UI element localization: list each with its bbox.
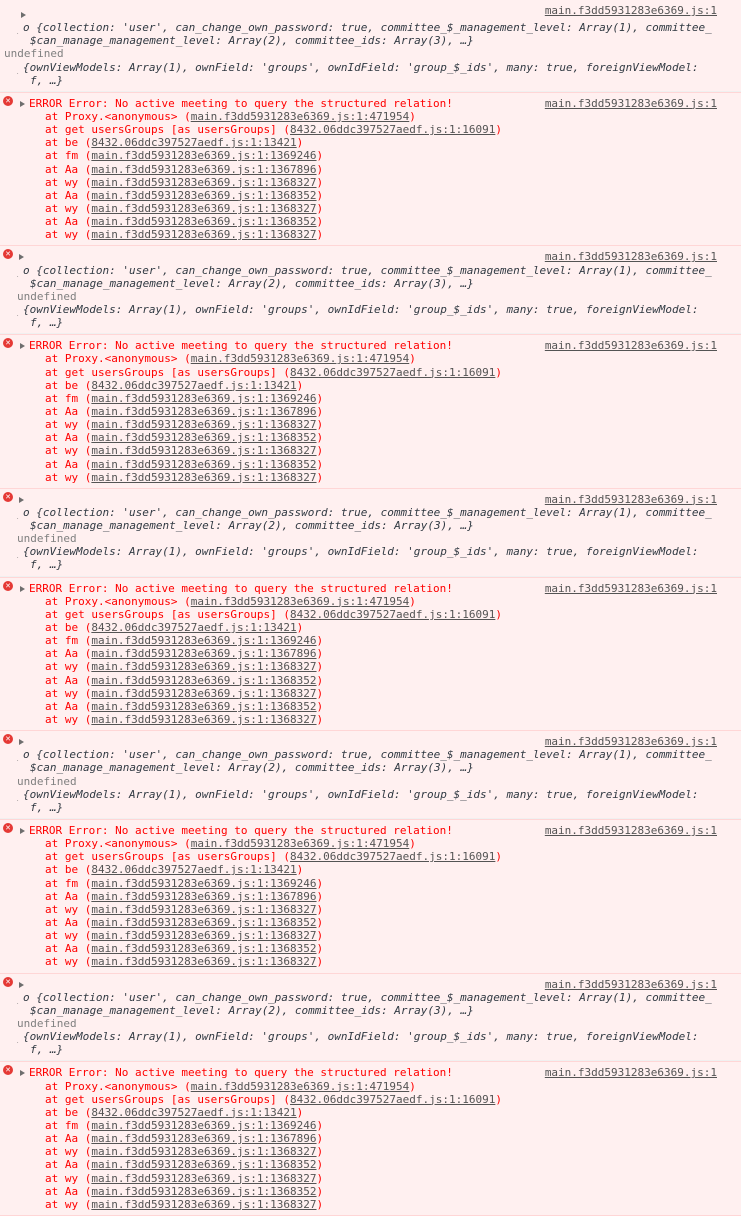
stack-frame: at Aa (main.f3dd5931283e6369.js:1:1368352) — [45, 942, 324, 956]
stack-frame-link[interactable]: main.f3dd5931283e6369.js:1:471954 — [190, 352, 410, 366]
object-preview-cont: $can_manage_management_level: Array(2), committee_ids: Array(3), …} — [30, 519, 474, 533]
object-line[interactable] — [17, 21, 733, 34]
stack-frame-link[interactable]: main.f3dd5931283e6369.js:1:1368327 — [91, 902, 317, 916]
expand-row[interactable] — [17, 8, 733, 21]
error-entry — [0, 577, 741, 732]
stack-frame: at Aa (main.f3dd5931283e6369.js:1:1367896) — [45, 1132, 324, 1146]
stack-frame: at get usersGroups [as usersGroups] (8432.06ddc397527aedf.js:1:16091) — [45, 850, 502, 864]
view-model-preview-cont: f, …} — [30, 1043, 64, 1057]
view-model-line[interactable] — [17, 788, 733, 801]
stack-frame: at Aa (main.f3dd5931283e6369.js:1:1368352) — [45, 431, 324, 445]
source-link[interactable]: main.f3dd5931283e6369.js:1 — [544, 824, 717, 838]
expand-triangle-icon[interactable] — [19, 739, 24, 745]
undefined-value: undefined — [17, 774, 77, 788]
stack-frame-link[interactable]: main.f3dd5931283e6369.js:1:1367896 — [91, 1132, 317, 1146]
log-entry — [0, 246, 741, 334]
expand-triangle-icon[interactable] — [19, 982, 24, 988]
stack-frame: at Aa (main.f3dd5931283e6369.js:1:1367896) — [45, 647, 324, 661]
stack-frame: at get usersGroups [as usersGroups] (8432.06ddc397527aedf.js:1:16091) — [45, 365, 502, 379]
error-icon: ✕ — [3, 734, 13, 744]
error-message-row[interactable] — [17, 1066, 733, 1079]
stack-frame-link[interactable]: main.f3dd5931283e6369.js:1:1368327 — [91, 955, 317, 969]
stack-frame: at fm (main.f3dd5931283e6369.js:1:1369246) — [45, 391, 324, 405]
stack-frame-link[interactable]: main.f3dd5931283e6369.js:1:1368352 — [91, 457, 317, 471]
stack-frame: at wy (main.f3dd5931283e6369.js:1:1368327) — [45, 902, 324, 916]
object-preview: o {collection: 'user', can_change_own_password: true, committee_$_management_level: Array(1), committee_ — [23, 263, 712, 277]
source-link[interactable]: main.f3dd5931283e6369.js:1 — [544, 339, 717, 353]
error-icon: ✕ — [3, 96, 13, 106]
stack-frame: at Proxy.<anonymous> (main.f3dd5931283e6369.js:1:471954) — [45, 1079, 416, 1093]
stack-frame: at get usersGroups [as usersGroups] (8432.06ddc397527aedf.js:1:16091) — [45, 1092, 502, 1106]
stack-frame-link[interactable]: main.f3dd5931283e6369.js:1:1368327 — [91, 418, 317, 432]
stack-frame: at Aa (main.f3dd5931283e6369.js:1:1368352) — [45, 1184, 324, 1198]
stack-frame: at wy (main.f3dd5931283e6369.js:1:1368327) — [45, 175, 324, 189]
stack-frame: at wy (main.f3dd5931283e6369.js:1:1368327) — [45, 929, 324, 943]
expand-triangle-icon[interactable] — [21, 12, 26, 18]
object-line[interactable] — [17, 991, 733, 1004]
stack-frame: at Aa (main.f3dd5931283e6369.js:1:1367896) — [45, 162, 324, 176]
view-model-preview-cont: f, …} — [30, 800, 64, 814]
undefined-value: undefined — [17, 1016, 77, 1030]
error-icon: ✕ — [3, 1065, 13, 1075]
stack-frame: at Aa (main.f3dd5931283e6369.js:1:1368352) — [45, 215, 324, 229]
error-icon: ✕ — [3, 977, 13, 987]
object-preview-cont: $can_manage_management_level: Array(2), committee_ids: Array(3), …} — [30, 276, 474, 290]
stack-frame: at wy (main.f3dd5931283e6369.js:1:1368327) — [45, 418, 324, 432]
stack-frame-link[interactable]: 8432.06ddc397527aedf.js:1:13421 — [91, 378, 297, 392]
stack-frame-link[interactable]: main.f3dd5931283e6369.js:1:1368327 — [91, 660, 317, 674]
error-message-row[interactable] — [17, 582, 733, 595]
stack-frame: at get usersGroups [as usersGroups] (8432.06ddc397527aedf.js:1:16091) — [45, 123, 502, 137]
expand-row[interactable] — [17, 250, 733, 263]
stack-frame: at wy (main.f3dd5931283e6369.js:1:1368327) — [45, 1197, 324, 1211]
stack-frame: at wy (main.f3dd5931283e6369.js:1:1368327) — [45, 955, 324, 969]
stack-frame-link[interactable]: main.f3dd5931283e6369.js:1:1369246 — [91, 1118, 317, 1132]
stack-frame-link[interactable]: main.f3dd5931283e6369.js:1:1368352 — [91, 673, 317, 687]
stack-frame-link[interactable]: main.f3dd5931283e6369.js:1:1368352 — [91, 1158, 317, 1172]
error-icon: ✕ — [3, 492, 13, 502]
object-line[interactable] — [17, 506, 733, 519]
stack-frame-link[interactable]: main.f3dd5931283e6369.js:1:471954 — [190, 594, 410, 608]
view-model-preview: {ownViewModels: Array(1), ownField: 'groups', ownIdField: 'group_$_ids', many: true, foreignViewModel: — [23, 302, 699, 316]
stack-frame: at get usersGroups [as usersGroups] (8432.06ddc397527aedf.js:1:16091) — [45, 607, 502, 621]
stack-frame-link[interactable]: main.f3dd5931283e6369.js:1:471954 — [190, 1079, 410, 1093]
view-model-line[interactable] — [17, 1030, 733, 1043]
expand-row[interactable] — [17, 735, 733, 748]
view-model-preview-cont: f, …} — [30, 73, 64, 87]
stack-frame: at be (8432.06ddc397527aedf.js:1:13421) — [45, 378, 304, 392]
source-link[interactable]: main.f3dd5931283e6369.js:1 — [544, 492, 717, 506]
stack-frame-link[interactable]: main.f3dd5931283e6369.js:1:1368352 — [91, 1184, 317, 1198]
view-model-line[interactable] — [17, 61, 733, 74]
error-message: ERROR Error: No active meeting to query the structured relation! — [29, 824, 453, 838]
stack-frame: at wy (main.f3dd5931283e6369.js:1:1368327) — [45, 470, 324, 484]
error-entry — [0, 819, 741, 974]
expand-row[interactable] — [17, 493, 733, 506]
stack-frame-link[interactable]: 8432.06ddc397527aedf.js:1:13421 — [91, 136, 297, 150]
stack-frame: at wy (main.f3dd5931283e6369.js:1:1368327) — [45, 228, 324, 242]
stack-frame-link[interactable]: 8432.06ddc397527aedf.js:1:16091 — [290, 123, 496, 137]
stack-frame-link[interactable]: main.f3dd5931283e6369.js:1:1368327 — [91, 686, 317, 700]
view-model-preview-cont: f, …} — [30, 558, 64, 572]
undefined-value: undefined — [4, 47, 64, 61]
object-line[interactable] — [17, 264, 733, 277]
stack-frame-link[interactable]: main.f3dd5931283e6369.js:1:1367896 — [91, 404, 317, 418]
expand-row[interactable] — [17, 978, 733, 991]
object-preview: o {collection: 'user', can_change_own_password: true, committee_$_management_level: Array(1), committee_ — [23, 505, 712, 519]
log-entry — [0, 974, 741, 1062]
stack-frame: at wy (main.f3dd5931283e6369.js:1:1368327) — [45, 1145, 324, 1159]
expand-triangle-icon[interactable] — [20, 343, 25, 349]
stack-frame-link[interactable]: main.f3dd5931283e6369.js:1:1367896 — [91, 647, 317, 661]
stack-frame: at fm (main.f3dd5931283e6369.js:1:1369246) — [45, 876, 324, 890]
error-icon: ✕ — [3, 581, 13, 591]
log-entry — [0, 0, 741, 92]
stack-frame-link[interactable]: main.f3dd5931283e6369.js:1:1367896 — [91, 162, 317, 176]
source-link[interactable]: main.f3dd5931283e6369.js:1 — [544, 1066, 717, 1080]
expand-triangle-icon[interactable] — [19, 497, 24, 503]
stack-frame: at be (8432.06ddc397527aedf.js:1:13421) — [45, 621, 304, 635]
error-message: ERROR Error: No active meeting to query the structured relation! — [29, 339, 453, 353]
stack-frame-link[interactable]: 8432.06ddc397527aedf.js:1:13421 — [91, 1105, 297, 1119]
source-link[interactable]: main.f3dd5931283e6369.js:1 — [544, 250, 717, 264]
stack-frame-link[interactable]: main.f3dd5931283e6369.js:1:1368327 — [91, 444, 317, 458]
view-model-line[interactable] — [17, 303, 733, 316]
expand-triangle-icon[interactable] — [19, 254, 24, 260]
stack-frame: at Aa (main.f3dd5931283e6369.js:1:1368352) — [45, 1158, 324, 1172]
stack-frame-link[interactable]: 8432.06ddc397527aedf.js:1:16091 — [290, 850, 496, 864]
stack-frame: at be (8432.06ddc397527aedf.js:1:13421) — [45, 1105, 304, 1119]
expand-triangle-icon[interactable] — [20, 101, 25, 107]
stack-frame: at be (8432.06ddc397527aedf.js:1:13421) — [45, 863, 304, 877]
log-entry — [0, 731, 741, 819]
stack-frame: at wy (main.f3dd5931283e6369.js:1:1368327) — [45, 660, 324, 674]
stack-frame-link[interactable]: main.f3dd5931283e6369.js:1:1368352 — [91, 188, 317, 202]
object-preview-cont: $can_manage_management_level: Array(2), committee_ids: Array(3), …} — [30, 761, 474, 775]
expand-triangle-icon[interactable] — [20, 586, 25, 592]
view-model-preview: {ownViewModels: Array(1), ownField: 'groups', ownIdField: 'group_$_ids', many: true, foreignViewModel: — [23, 60, 699, 74]
error-entry — [0, 92, 741, 247]
stack-frame-link[interactable]: main.f3dd5931283e6369.js:1:1369246 — [91, 149, 317, 163]
log-entry — [0, 489, 741, 577]
stack-frame: at Proxy.<anonymous> (main.f3dd5931283e6369.js:1:471954) — [45, 109, 416, 123]
object-preview: o {collection: 'user', can_change_own_password: true, committee_$_management_level: Array(1), committee_ — [23, 21, 712, 35]
stack-frame-link[interactable]: main.f3dd5931283e6369.js:1:1368327 — [91, 201, 317, 215]
stack-frame-link[interactable]: 8432.06ddc397527aedf.js:1:16091 — [290, 365, 496, 379]
stack-frame-link[interactable]: main.f3dd5931283e6369.js:1:1368327 — [91, 713, 317, 727]
stack-frame: at Aa (main.f3dd5931283e6369.js:1:1367896) — [45, 889, 324, 903]
undefined-value: undefined — [17, 289, 77, 303]
stack-frame: at Aa (main.f3dd5931283e6369.js:1:1368352) — [45, 916, 324, 929]
stack-frame: at Aa (main.f3dd5931283e6369.js:1:1368352) — [45, 188, 324, 202]
source-link[interactable]: main.f3dd5931283e6369.js:1 — [544, 581, 717, 595]
stack-frame: at Aa (main.f3dd5931283e6369.js:1:1367896) — [45, 404, 324, 418]
object-preview: o {collection: 'user', can_change_own_password: true, committee_$_management_level: Array(1), committee_ — [23, 748, 712, 762]
stack-frame: at fm (main.f3dd5931283e6369.js:1:1369246) — [45, 1118, 324, 1132]
stack-frame-link[interactable]: 8432.06ddc397527aedf.js:1:16091 — [290, 1092, 496, 1106]
stack-frame: at Aa (main.f3dd5931283e6369.js:1:1368352) — [45, 673, 324, 687]
stack-frame-link[interactable]: main.f3dd5931283e6369.js:1:1368327 — [91, 175, 317, 189]
object-line[interactable] — [17, 748, 733, 761]
error-icon: ✕ — [3, 338, 13, 348]
stack-frame: at wy (main.f3dd5931283e6369.js:1:1368327) — [45, 713, 324, 727]
error-message: ERROR Error: No active meeting to query the structured relation! — [29, 1066, 453, 1080]
stack-frame-link[interactable]: main.f3dd5931283e6369.js:1:1368327 — [91, 1171, 317, 1185]
view-model-preview: {ownViewModels: Array(1), ownField: 'groups', ownIdField: 'group_$_ids', many: true, foreignViewModel: — [23, 1030, 699, 1044]
stack-frame: at fm (main.f3dd5931283e6369.js:1:1369246) — [45, 149, 324, 163]
stack-frame: at Proxy.<anonymous> (main.f3dd5931283e6369.js:1:471954) — [45, 594, 416, 608]
stack-frame-link[interactable]: main.f3dd5931283e6369.js:1:1368352 — [91, 916, 317, 929]
view-model-line[interactable] — [17, 545, 733, 558]
error-entry — [0, 334, 741, 489]
error-message: ERROR Error: No active meeting to query the structured relation! — [29, 96, 453, 110]
stack-frame-link[interactable]: 8432.06ddc397527aedf.js:1:16091 — [290, 607, 496, 621]
undefined-value: undefined — [17, 532, 77, 546]
error-icon: ✕ — [3, 249, 13, 259]
stack-frame-link[interactable]: 8432.06ddc397527aedf.js:1:13421 — [91, 621, 297, 635]
source-link[interactable]: main.f3dd5931283e6369.js:1 — [544, 96, 717, 110]
stack-frame-link[interactable]: main.f3dd5931283e6369.js:1:1368352 — [91, 431, 317, 445]
stack-frame-link[interactable]: main.f3dd5931283e6369.js:1:1368327 — [91, 1197, 317, 1211]
error-message: ERROR Error: No active meeting to query the structured relation! — [29, 581, 453, 595]
view-model-preview-cont: f, …} — [30, 316, 64, 330]
object-preview-cont: $can_manage_management_level: Array(2), committee_ids: Array(3), …} — [30, 1003, 474, 1017]
stack-frame: at wy (main.f3dd5931283e6369.js:1:1368327) — [45, 1171, 324, 1185]
expand-triangle-icon[interactable] — [20, 828, 25, 834]
object-preview: o {collection: 'user', can_change_own_password: true, committee_$_management_level: Array(1), committee_ — [23, 990, 712, 1004]
stack-frame-link[interactable]: main.f3dd5931283e6369.js:1:1368327 — [91, 929, 317, 943]
stack-frame-link[interactable]: 8432.06ddc397527aedf.js:1:13421 — [91, 863, 297, 877]
stack-frame: at wy (main.f3dd5931283e6369.js:1:1368327) — [45, 201, 324, 215]
object-preview-cont: $can_manage_management_level: Array(2), committee_ids: Array(3), …} — [30, 34, 474, 48]
error-entry — [0, 1061, 741, 1216]
stack-frame: at Aa (main.f3dd5931283e6369.js:1:1368352) — [45, 699, 324, 713]
error-message-row[interactable] — [17, 824, 733, 837]
source-link[interactable]: main.f3dd5931283e6369.js:1 — [544, 4, 717, 17]
stack-frame-link[interactable]: main.f3dd5931283e6369.js:1:1368327 — [91, 1145, 317, 1159]
stack-frame: at wy (main.f3dd5931283e6369.js:1:1368327) — [45, 444, 324, 458]
stack-frame-link[interactable]: main.f3dd5931283e6369.js:1:1369246 — [91, 876, 317, 890]
stack-frame-link[interactable]: main.f3dd5931283e6369.js:1:1369246 — [91, 634, 317, 648]
stack-frame: at Aa (main.f3dd5931283e6369.js:1:1368352) — [45, 457, 324, 471]
stack-frame-link[interactable]: main.f3dd5931283e6369.js:1:1368327 — [91, 470, 317, 484]
view-model-preview: {ownViewModels: Array(1), ownField: 'groups', ownIdField: 'group_$_ids', many: true, foreignViewModel: — [23, 787, 699, 801]
stack-frame-link[interactable]: main.f3dd5931283e6369.js:1:1367896 — [91, 889, 317, 903]
stack-frame: at Proxy.<anonymous> (main.f3dd5931283e6369.js:1:471954) — [45, 837, 416, 851]
stack-frame: at wy (main.f3dd5931283e6369.js:1:1368327) — [45, 686, 324, 700]
source-link[interactable]: main.f3dd5931283e6369.js:1 — [544, 977, 717, 991]
stack-frame: at Proxy.<anonymous> (main.f3dd5931283e6369.js:1:471954) — [45, 352, 416, 366]
stack-frame-link[interactable]: main.f3dd5931283e6369.js:1:1368352 — [91, 699, 317, 713]
error-icon: ✕ — [3, 823, 13, 833]
stack-frame: at fm (main.f3dd5931283e6369.js:1:1369246) — [45, 634, 324, 648]
stack-frame-link[interactable]: main.f3dd5931283e6369.js:1:1368352 — [91, 942, 317, 956]
stack-frame-link[interactable]: main.f3dd5931283e6369.js:1:1368352 — [91, 215, 317, 229]
error-message-row[interactable] — [17, 97, 733, 110]
stack-frame-link[interactable]: main.f3dd5931283e6369.js:1:471954 — [190, 837, 410, 851]
stack-frame-link[interactable]: main.f3dd5931283e6369.js:1:1369246 — [91, 391, 317, 405]
stack-frame-link[interactable]: main.f3dd5931283e6369.js:1:471954 — [190, 109, 410, 123]
expand-triangle-icon[interactable] — [20, 1070, 25, 1076]
error-message-row[interactable] — [17, 339, 733, 352]
stack-frame: at be (8432.06ddc397527aedf.js:1:13421) — [45, 136, 304, 150]
source-link[interactable]: main.f3dd5931283e6369.js:1 — [544, 735, 717, 749]
view-model-preview: {ownViewModels: Array(1), ownField: 'groups', ownIdField: 'group_$_ids', many: true, foreignViewModel: — [23, 545, 699, 559]
stack-frame-link[interactable]: main.f3dd5931283e6369.js:1:1368327 — [91, 228, 317, 242]
